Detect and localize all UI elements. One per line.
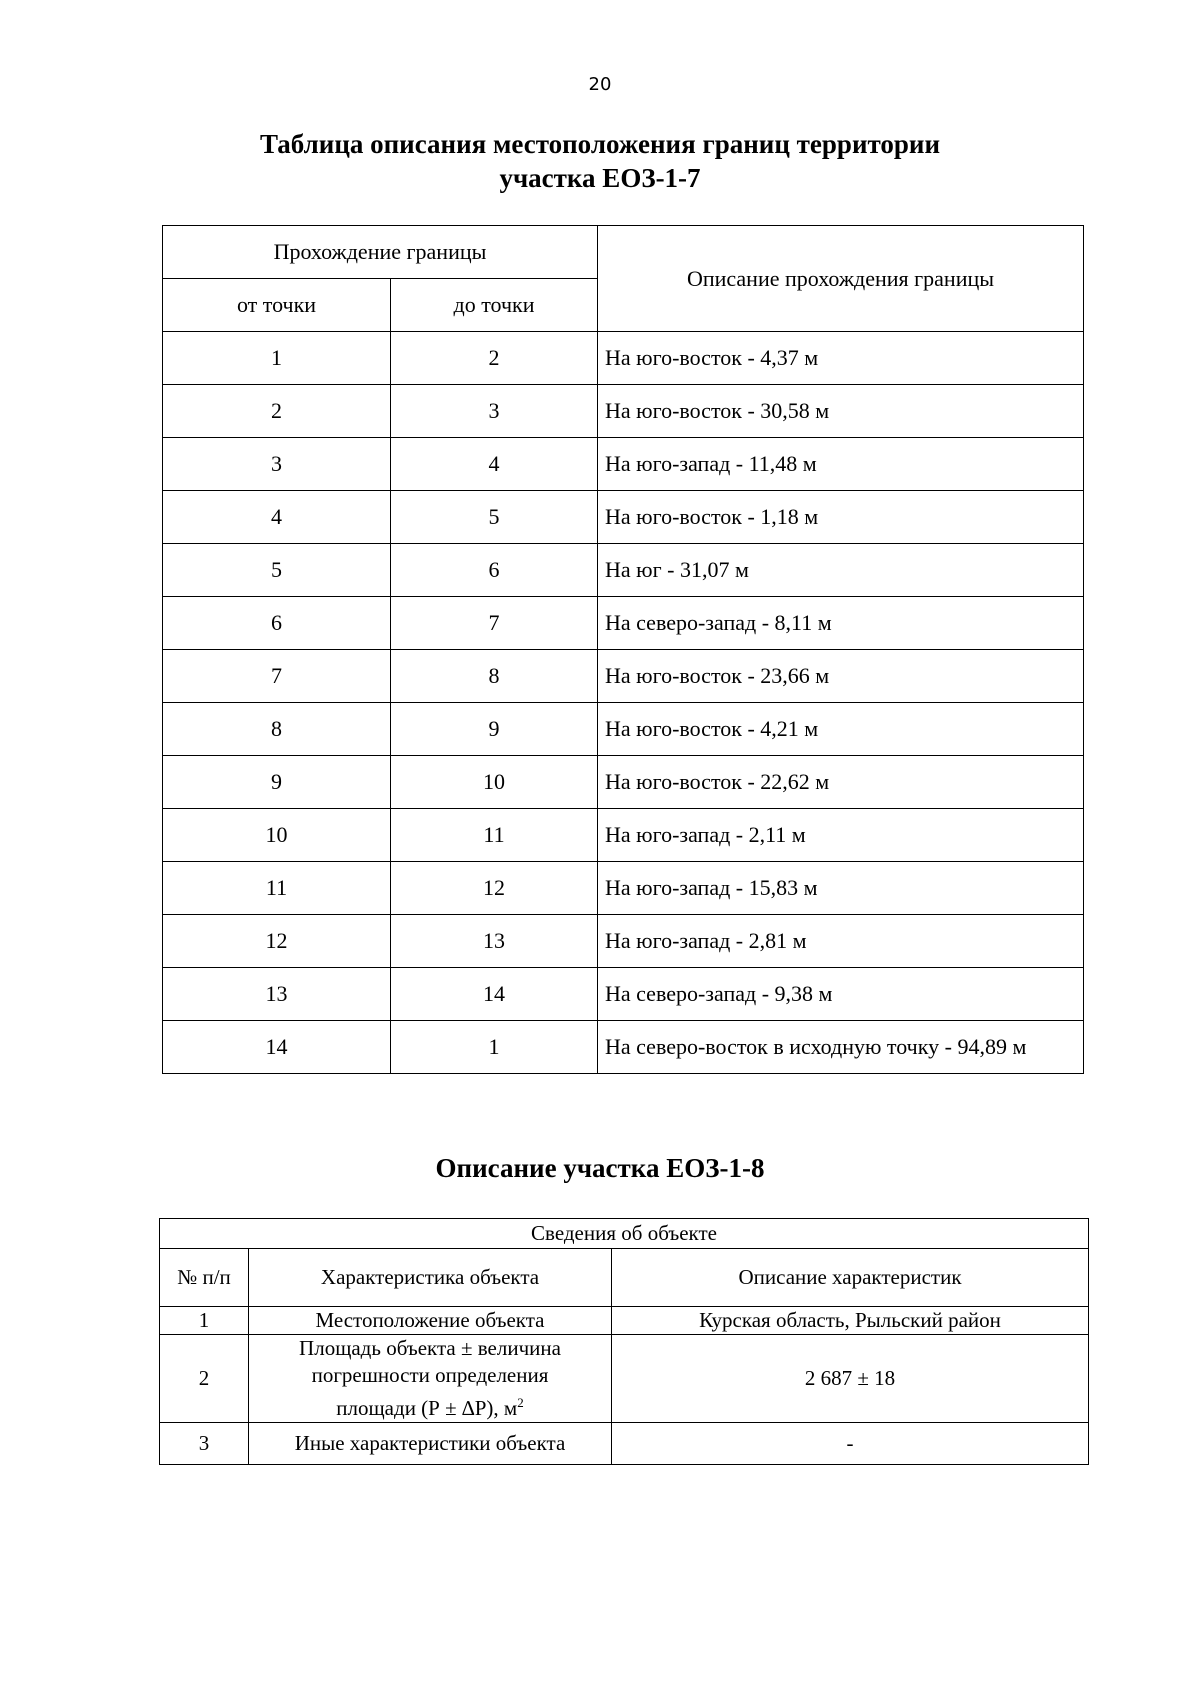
boundary-description: На юго-восток - 22,62 м [598, 756, 1084, 809]
table-row [163, 491, 1084, 544]
from-point: 6 [163, 597, 391, 650]
boundary-description: На юго-запад - 2,81 м [598, 915, 1084, 968]
from-point: 9 [163, 756, 391, 809]
row-number: 2 [160, 1335, 249, 1423]
to-point: 5 [391, 491, 598, 544]
to-point: 1 [391, 1021, 598, 1074]
row-number: 3 [160, 1423, 249, 1465]
from-point: 14 [163, 1021, 391, 1074]
boundary-description: На юго-запад - 11,48 м [598, 438, 1084, 491]
to-point: 8 [391, 650, 598, 703]
characteristic: Иные характеристики объекта [249, 1423, 612, 1465]
from-point: 8 [163, 703, 391, 756]
from-point: 12 [163, 915, 391, 968]
header-number: № п/п [160, 1249, 249, 1307]
table-row [163, 544, 1084, 597]
to-point: 13 [391, 915, 598, 968]
table-title-line2: участка ЕОЗ-1-7 [499, 163, 701, 193]
header-boundary-passage: Прохождение границы [163, 226, 598, 279]
header-characteristic: Характеристика объекта [249, 1249, 612, 1307]
characteristic [249, 1335, 612, 1423]
table-row [163, 915, 1084, 968]
header-to-point: до точки [391, 279, 598, 332]
characteristic-value: Курская область, Рыльский район [612, 1307, 1089, 1335]
table-title-line1: Таблица описания местоположения границ территории [259, 129, 941, 159]
boundary-description: На юго-восток - 30,58 м [598, 385, 1084, 438]
section-title: Описание участка ЕОЗ-1-8 [435, 1153, 765, 1183]
boundary-description: На северо-запад - 9,38 м [598, 968, 1084, 1021]
header-description: Описание характеристик [612, 1249, 1089, 1307]
to-point: 12 [391, 862, 598, 915]
object-info-table [159, 1218, 1089, 1465]
boundary-description: На северо-запад - 8,11 м [598, 597, 1084, 650]
table-row [163, 332, 1084, 385]
boundary-description: На юго-восток - 4,21 м [598, 703, 1084, 756]
boundary-description: На юго-запад - 15,83 м [598, 862, 1084, 915]
table-row [163, 809, 1084, 862]
boundary-description: На юг - 31,07 м [598, 544, 1084, 597]
table-row [160, 1423, 1089, 1465]
boundary-description: На юго-восток - 1,18 м [598, 491, 1084, 544]
from-point: 10 [163, 809, 391, 862]
table-row [163, 385, 1084, 438]
from-point: 1 [163, 332, 391, 385]
to-point: 14 [391, 968, 598, 1021]
to-point: 10 [391, 756, 598, 809]
to-point: 6 [391, 544, 598, 597]
header-boundary-description: Описание прохождения границы [598, 226, 1084, 332]
characteristic-value: 2 687 ± 18 [612, 1335, 1089, 1423]
boundary-table [162, 225, 1084, 1074]
to-point: 2 [391, 332, 598, 385]
characteristic: Местоположение объекта [249, 1307, 612, 1335]
page-number: 20 [588, 74, 612, 95]
table-row [160, 1307, 1089, 1335]
boundary-description: На северо-восток в исходную точку - 94,89 м [598, 1021, 1084, 1074]
from-point: 5 [163, 544, 391, 597]
table-row [163, 597, 1084, 650]
unit-superscript: 2 [517, 1395, 524, 1410]
table-row [163, 862, 1084, 915]
from-point: 3 [163, 438, 391, 491]
boundary-description: На юго-восток - 23,66 м [598, 650, 1084, 703]
header-object-info: Сведения об объекте [160, 1219, 1089, 1249]
table-row [163, 756, 1084, 809]
table-row [163, 1021, 1084, 1074]
to-point: 9 [391, 703, 598, 756]
from-point: 13 [163, 968, 391, 1021]
table-row [160, 1335, 1089, 1423]
table-row [163, 703, 1084, 756]
from-point: 2 [163, 385, 391, 438]
characteristic-value: - [612, 1423, 1089, 1465]
from-point: 11 [163, 862, 391, 915]
characteristic-line1: Площадь объекта ± величина [299, 1336, 561, 1360]
characteristic-line2: погрешности определения [311, 1363, 549, 1387]
characteristic-line3: площади (Р ± ∆Р), м [336, 1396, 518, 1420]
from-point: 7 [163, 650, 391, 703]
table-row [163, 438, 1084, 491]
row-number: 1 [160, 1307, 249, 1335]
to-point: 3 [391, 385, 598, 438]
to-point: 4 [391, 438, 598, 491]
table-title [0, 127, 1200, 195]
to-point: 11 [391, 809, 598, 862]
header-from-point: от точки [163, 279, 391, 332]
from-point: 4 [163, 491, 391, 544]
table-row [163, 650, 1084, 703]
boundary-description: На юго-запад - 2,11 м [598, 809, 1084, 862]
to-point: 7 [391, 597, 598, 650]
boundary-description: На юго-восток - 4,37 м [598, 332, 1084, 385]
table-row [163, 968, 1084, 1021]
